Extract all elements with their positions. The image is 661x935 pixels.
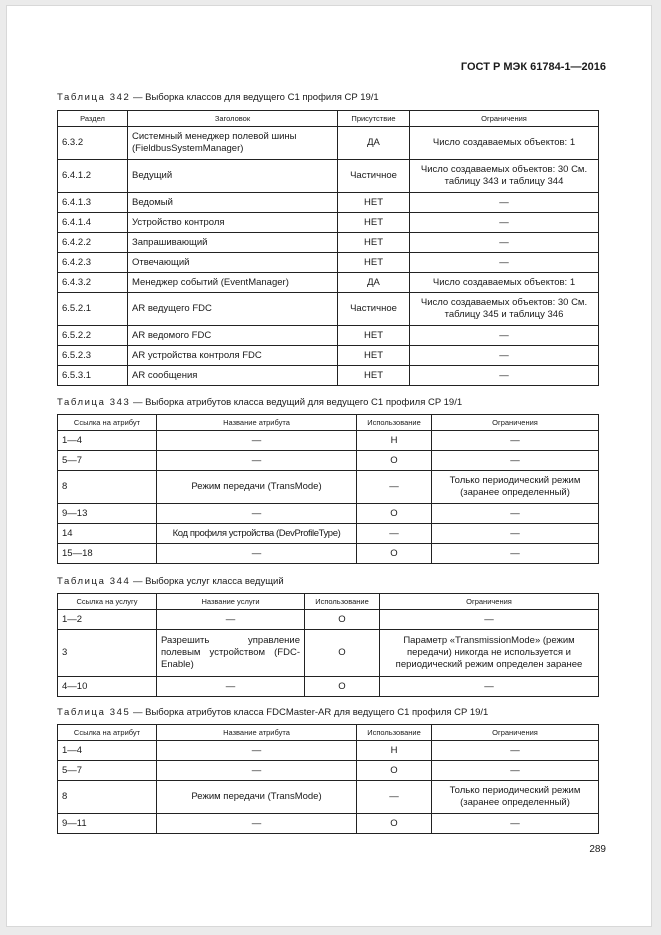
- name-cell: —: [157, 610, 305, 630]
- name-cell: —: [157, 544, 357, 564]
- usage-cell: О: [357, 504, 432, 524]
- constraint-cell: —: [410, 193, 599, 213]
- table-342: [57, 110, 599, 386]
- title-cell: AR сообщения: [128, 366, 338, 386]
- constraint-cell: —: [432, 761, 599, 781]
- table-row: [58, 273, 599, 293]
- table-row: [58, 761, 599, 781]
- section-cell: 6.5.3.1: [58, 366, 128, 386]
- table-row: [58, 544, 599, 564]
- ref-cell: 1—2: [58, 610, 157, 630]
- presence-cell: ДА: [338, 127, 410, 160]
- table-row: [58, 471, 599, 504]
- column-header: Использование: [357, 415, 432, 431]
- column-header: Ограничения: [432, 725, 599, 741]
- usage-cell: О: [357, 814, 432, 834]
- ref-cell: 4—10: [58, 677, 157, 697]
- column-header: Название атрибута: [157, 415, 357, 431]
- constraint-cell: Число создаваемых объектов: 1: [410, 127, 599, 160]
- presence-cell: НЕТ: [338, 253, 410, 273]
- usage-cell: —: [357, 524, 432, 544]
- usage-cell: Н: [357, 431, 432, 451]
- title-cell: Запрашивающий: [128, 233, 338, 253]
- column-header: Использование: [305, 594, 380, 610]
- section-cell: 6.4.2.3: [58, 253, 128, 273]
- constraint-cell: —: [410, 213, 599, 233]
- table-row: [58, 524, 599, 544]
- ref-cell: 14: [58, 524, 157, 544]
- table-row: [58, 213, 599, 233]
- constraint-cell: —: [380, 610, 599, 630]
- title-cell: AR ведущего FDC: [128, 293, 338, 326]
- name-cell: —: [157, 741, 357, 761]
- name-cell: —: [157, 431, 357, 451]
- table-row: [58, 610, 599, 630]
- column-header: Ограничения: [410, 111, 599, 127]
- table-row: [58, 431, 599, 451]
- title-cell: Менеджер событий (EventManager): [128, 273, 338, 293]
- table-row: [58, 127, 599, 160]
- table-row: [58, 160, 599, 193]
- usage-cell: О: [305, 630, 380, 677]
- column-header: Название атрибута: [157, 725, 357, 741]
- constraint-cell: —: [432, 524, 599, 544]
- usage-cell: О: [305, 610, 380, 630]
- usage-cell: О: [305, 677, 380, 697]
- title-cell: AR ведомого FDC: [128, 326, 338, 346]
- section-cell: 6.5.2.2: [58, 326, 128, 346]
- table-342-caption: Таблица 342 — Выборка классов для ведущего C1 профиля CP 19/1: [57, 92, 379, 103]
- column-header: Ссылка на атрибут: [58, 725, 157, 741]
- constraint-cell: Число создаваемых объектов: 30 См. таблицу 343 и таблицу 344: [410, 160, 599, 193]
- ref-cell: 9—13: [58, 504, 157, 524]
- title-cell: AR устройства контроля FDC: [128, 346, 338, 366]
- table-row: [58, 193, 599, 213]
- usage-cell: О: [357, 761, 432, 781]
- name-cell: Разрешить управление полевым устройством (FDC-Enable): [157, 630, 305, 677]
- table-343-caption: Таблица 343 — Выборка атрибутов класса ведущий для ведущего C1 профиля CP 19/1: [57, 397, 463, 408]
- table-row: [58, 781, 599, 814]
- presence-cell: НЕТ: [338, 193, 410, 213]
- constraint-cell: —: [410, 366, 599, 386]
- name-cell: —: [157, 677, 305, 697]
- usage-cell: —: [357, 471, 432, 504]
- title-cell: Системный менеджер полевой шины (FieldbusSystemManager): [128, 127, 338, 160]
- section-cell: 6.5.2.1: [58, 293, 128, 326]
- table-row: [58, 233, 599, 253]
- column-header: Ограничения: [380, 594, 599, 610]
- column-header: Заголовок: [128, 111, 338, 127]
- section-cell: 6.4.3.2: [58, 273, 128, 293]
- presence-cell: НЕТ: [338, 366, 410, 386]
- table-row: [58, 741, 599, 761]
- ref-cell: 8: [58, 781, 157, 814]
- constraint-cell: Параметр «TransmissionMode» (режим передачи) никогда не используется и периодический режим определен заранее: [380, 630, 599, 677]
- usage-cell: Н: [357, 741, 432, 761]
- table-row: [58, 451, 599, 471]
- ref-cell: 9—11: [58, 814, 157, 834]
- ref-cell: 8: [58, 471, 157, 504]
- constraint-cell: —: [410, 346, 599, 366]
- presence-cell: Частичное: [338, 293, 410, 326]
- presence-cell: ДА: [338, 273, 410, 293]
- table-344: [57, 593, 599, 697]
- document-id: ГОСТ Р МЭК 61784-1—2016: [460, 61, 606, 73]
- title-cell: Ведущий: [128, 160, 338, 193]
- section-cell: 6.4.2.2: [58, 233, 128, 253]
- constraint-cell: Число создаваемых объектов: 1: [410, 273, 599, 293]
- usage-cell: —: [357, 781, 432, 814]
- title-cell: Ведомый: [128, 193, 338, 213]
- section-cell: 6.5.2.3: [58, 346, 128, 366]
- constraint-cell: —: [432, 814, 599, 834]
- name-cell: —: [157, 504, 357, 524]
- usage-cell: О: [357, 544, 432, 564]
- constraint-cell: Только периодический режим (заранее определенный): [432, 781, 599, 814]
- presence-cell: НЕТ: [338, 233, 410, 253]
- name-cell: —: [157, 814, 357, 834]
- name-cell: Код профиля устройства (DevProfileType): [157, 524, 357, 544]
- table-row: [58, 326, 599, 346]
- table-343: [57, 414, 599, 564]
- table-row: [58, 366, 599, 386]
- section-cell: 6.4.1.4: [58, 213, 128, 233]
- constraint-cell: Только периодический режим (заранее определенный): [432, 471, 599, 504]
- constraint-cell: —: [432, 741, 599, 761]
- table-344-caption: Таблица 344 — Выборка услуг класса ведущий: [57, 576, 284, 587]
- constraint-cell: —: [410, 326, 599, 346]
- name-cell: Режим передачи (TransMode): [157, 471, 357, 504]
- presence-cell: Частичное: [338, 160, 410, 193]
- ref-cell: 1—4: [58, 431, 157, 451]
- name-cell: —: [157, 761, 357, 781]
- name-cell: Режим передачи (TransMode): [157, 781, 357, 814]
- table-345-caption: Таблица 345 — Выборка атрибутов класса FDCMaster-AR для ведущего C1 профиля CP 19/1: [57, 707, 489, 718]
- name-cell: —: [157, 451, 357, 471]
- ref-cell: 5—7: [58, 761, 157, 781]
- table-345: [57, 724, 599, 834]
- ref-cell: 15—18: [58, 544, 157, 564]
- column-header: Использование: [357, 725, 432, 741]
- presence-cell: НЕТ: [338, 326, 410, 346]
- constraint-cell: —: [380, 677, 599, 697]
- constraint-cell: —: [432, 504, 599, 524]
- column-header: Ссылка на услугу: [58, 594, 157, 610]
- ref-cell: 1—4: [58, 741, 157, 761]
- constraint-cell: —: [432, 451, 599, 471]
- ref-cell: 5—7: [58, 451, 157, 471]
- usage-cell: О: [357, 451, 432, 471]
- column-header: Ссылка на атрибут: [58, 415, 157, 431]
- title-cell: Отвечающий: [128, 253, 338, 273]
- presence-cell: НЕТ: [338, 213, 410, 233]
- table-row: [58, 293, 599, 326]
- title-cell: Устройство контроля: [128, 213, 338, 233]
- section-cell: 6.4.1.2: [58, 160, 128, 193]
- constraint-cell: Число создаваемых объектов: 30 См. таблицу 345 и таблицу 346: [410, 293, 599, 326]
- table-row: [58, 677, 599, 697]
- constraint-cell: —: [432, 544, 599, 564]
- table-row: [58, 346, 599, 366]
- column-header: Раздел: [58, 111, 128, 127]
- section-cell: 6.3.2: [58, 127, 128, 160]
- constraint-cell: —: [410, 233, 599, 253]
- column-header: Название услуги: [157, 594, 305, 610]
- presence-cell: НЕТ: [338, 346, 410, 366]
- section-cell: 6.4.1.3: [58, 193, 128, 213]
- column-header: Присутствие: [338, 111, 410, 127]
- page-number: 289: [589, 844, 606, 855]
- column-header: Ограничения: [432, 415, 599, 431]
- table-row: [58, 504, 599, 524]
- constraint-cell: —: [410, 253, 599, 273]
- constraint-cell: —: [432, 431, 599, 451]
- ref-cell: 3: [58, 630, 157, 677]
- table-row: [58, 253, 599, 273]
- table-row: [58, 630, 599, 677]
- table-row: [58, 814, 599, 834]
